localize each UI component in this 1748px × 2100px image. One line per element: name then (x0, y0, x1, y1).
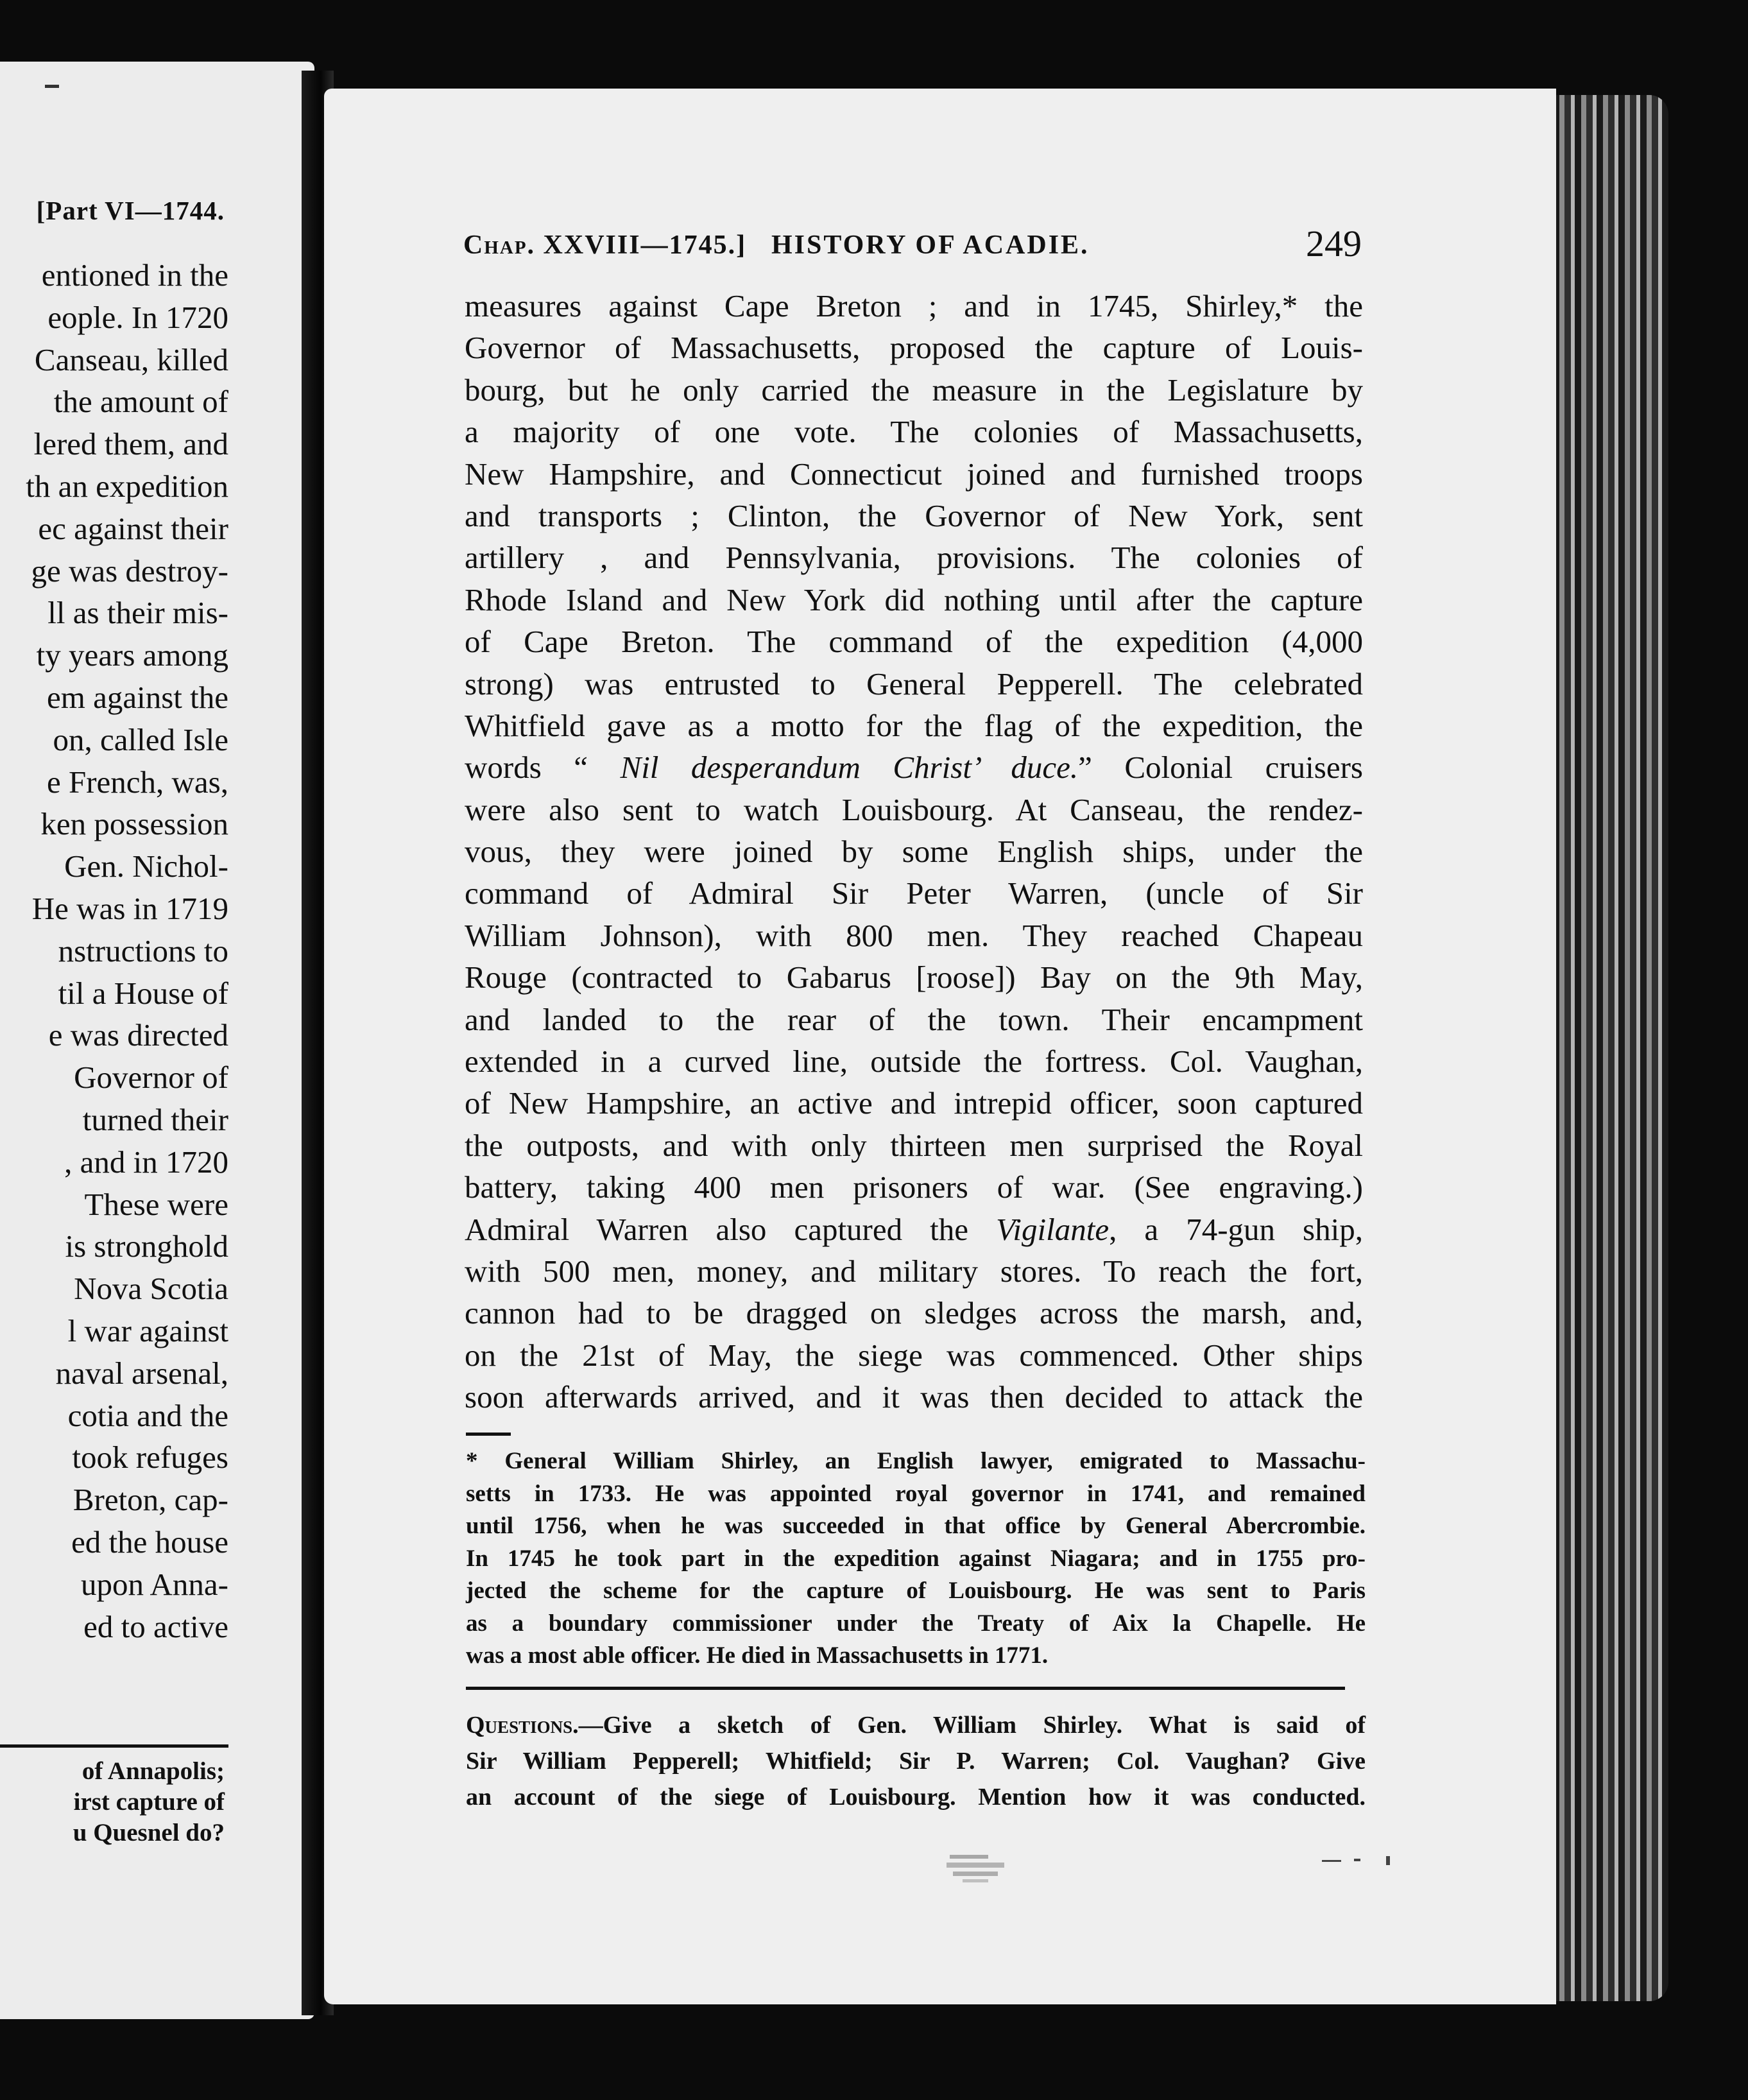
left-text-line: th an expedition (26, 468, 228, 504)
questions-rule (466, 1687, 1345, 1690)
left-text-line: ed to active (83, 1608, 228, 1644)
left-text-line: e French, was, (46, 764, 228, 800)
chapter-reference: Chap. XXVIII—1745.] (463, 230, 747, 260)
ink-smudge (943, 1848, 1014, 1887)
footnote-line: In 1745 he took part in the expedition against Niagara; and in 1755 pro- (466, 1545, 1366, 1572)
body-line: vous, they were joined by some English ships, under the (465, 834, 1363, 870)
left-text-line: ec against their (38, 510, 228, 546)
left-text-line: He was in 1719 (31, 890, 228, 926)
body-line: extended in a curved line, outside the fortress. Col. Vaughan, (465, 1044, 1363, 1080)
body-line: Rouge (contracted to Gabarus [roose]) Bay on the 9th May, (465, 960, 1363, 995)
body-line: command of Admiral Sir Peter Warren, (uncle of Sir (465, 875, 1363, 911)
questions-line: an account of the siege of Louisbourg. Mention how it was conducted. (466, 1784, 1366, 1811)
footnote-line: jected the scheme for the capture of Louisbourg. He was sent to Paris (466, 1578, 1366, 1604)
left-text-line: Breton, cap- (73, 1482, 228, 1518)
left-text-line: upon Anna- (81, 1566, 228, 1602)
body-line: artillery , and Pennsylvania, provisions. The colonies of (465, 540, 1363, 576)
body-line: Rhode Island and New York did nothing until after the capture (465, 581, 1363, 617)
body-line: bourg, but he only carried the measure in the Legislature by (465, 372, 1363, 408)
left-text-line: took refuges (72, 1440, 228, 1476)
body-line: and landed to the rear of the town. Their encampment (465, 1001, 1363, 1037)
left-text-line: Governor of (74, 1060, 228, 1096)
body-line: Whitfield gave as a motto for the flag of the expedition, the (465, 707, 1363, 743)
left-text-line: ken possession (40, 806, 228, 842)
body-line: William Johnson), with 800 men. They reached Chapeau (465, 917, 1363, 953)
left-text-line: til a House of (58, 975, 228, 1011)
left-text-line: Gen. Nichol- (64, 848, 228, 884)
body-line: New Hampshire, and Connecticut joined and furnished troops (465, 456, 1363, 492)
left-text-line: entioned in the (41, 257, 228, 293)
left-body-text (0, 254, 228, 1648)
left-text-line: naval arsenal, (55, 1355, 228, 1391)
left-text-line: These were (84, 1186, 228, 1222)
running-head (463, 222, 1362, 267)
body-line: Governor of Massachusetts, proposed the capture of Louis- (465, 330, 1363, 366)
body-line: words “ Nil desperandum Christ’ duce.” Colonial cruisers (465, 750, 1363, 786)
body-line: the outposts, and with only thirteen men surprised the Royal (465, 1127, 1363, 1163)
footnote-rule (466, 1433, 511, 1436)
body-line: strong) was entrusted to General Pepperell. The celebrated (465, 666, 1363, 701)
body-line: a majority of one vote. The colonies of Massachusetts, (465, 414, 1363, 450)
left-text-line: em against the (46, 679, 228, 715)
body-line: with 500 men, money, and military stores. To reach the fort, (465, 1253, 1363, 1289)
left-text-line: Canseau, killed (34, 341, 228, 377)
left-text-line: is stronghold (65, 1228, 228, 1264)
left-text-line: the amount of (53, 384, 228, 420)
footnote-line: * General William Shirley, an English lawyer, emigrated to Massachu- (466, 1448, 1366, 1474)
italic-phrase: Vigilante (996, 1211, 1110, 1247)
questions-line: Sir William Pepperell; Whitfield; Sir P. Warren; Col. Vaughan? Give (466, 1748, 1366, 1775)
left-footnote-line: of Annapolis; (81, 1757, 225, 1785)
ink-marks (1322, 1855, 1399, 1868)
left-text-line: ty years among (36, 637, 228, 673)
questions (466, 1707, 1366, 1815)
footnote (466, 1445, 1366, 1673)
footnote-line: setts in 1733. He was appointed royal governor in 1741, and remained (466, 1480, 1366, 1507)
body-line: of Cape Breton. The command of the expedition (4,000 (465, 624, 1363, 660)
italic-phrase: Nil desperandum Christ’ duce. (620, 750, 1079, 786)
body-line: on the 21st of May, the siege was commenced. Other ships (465, 1337, 1363, 1373)
left-running-head: [Part VI—1744. (36, 196, 225, 225)
left-text-line: ed the house (71, 1524, 228, 1560)
left-text-line: ll as their mis- (47, 595, 228, 631)
left-footnote-rule (0, 1744, 228, 1748)
footnote-line: was a most able officer. He died in Massachusetts in 1771. (466, 1642, 1049, 1669)
questions-label: Questions. (466, 1712, 579, 1739)
body-line: battery, taking 400 men prisoners of war. (See engraving.) (465, 1169, 1363, 1205)
page-number: 249 (1306, 223, 1362, 264)
body-line: and transports ; Clinton, the Governor of New York, sent (465, 497, 1363, 533)
left-footnote-line: irst capture of (73, 1788, 225, 1816)
body-line: of New Hampshire, an active and intrepid officer, soon captured (465, 1085, 1363, 1121)
page-mark (45, 85, 59, 88)
left-text-line: turned their (82, 1101, 228, 1137)
left-footnote-text (0, 1756, 225, 1848)
body-text (465, 285, 1363, 1418)
left-text-line: , and in 1720 (64, 1144, 228, 1180)
left-text-line: cotia and the (67, 1397, 228, 1433)
footnote-line: as a boundary commissioner under the Treaty of Aix la Chapelle. He (466, 1610, 1366, 1637)
body-line: soon afterwards arrived, and it was then decided to attack the (465, 1379, 1363, 1415)
body-line: cannon had to be dragged on sledges across the marsh, and, (465, 1295, 1363, 1331)
left-text-line: nstructions to (58, 933, 228, 968)
book-title: HISTORY OF ACADIE. (771, 230, 1090, 260)
left-text-line: e was directed (48, 1017, 228, 1053)
questions-line: Questions.—Give a sketch of Gen. William Shirley. What is said of (466, 1712, 1366, 1739)
page-edges (1553, 95, 1668, 2001)
left-footnote-line: u Quesnel do? (73, 1819, 225, 1846)
left-text-line: eople. In 1720 (47, 299, 228, 335)
body-line: measures against Cape Breton ; and in 1745, Shirley,* the (465, 288, 1363, 323)
left-text-line: ge was destroy- (31, 553, 228, 589)
left-text-line: Nova Scotia (74, 1271, 228, 1307)
body-line: were also sent to watch Louisbourg. At Canseau, the rendez- (465, 791, 1363, 827)
left-text-line: l war against (67, 1312, 228, 1348)
body-line: Admiral Warren also captured the Vigilante, a 74-gun ship, (465, 1211, 1363, 1247)
left-text-line: on, called Isle (53, 721, 228, 757)
footnote-line: until 1756, when he was succeeded in that office by General Abercrombie. (466, 1513, 1366, 1539)
left-text-line: lered them, and (33, 426, 228, 462)
left-page (0, 62, 314, 2019)
